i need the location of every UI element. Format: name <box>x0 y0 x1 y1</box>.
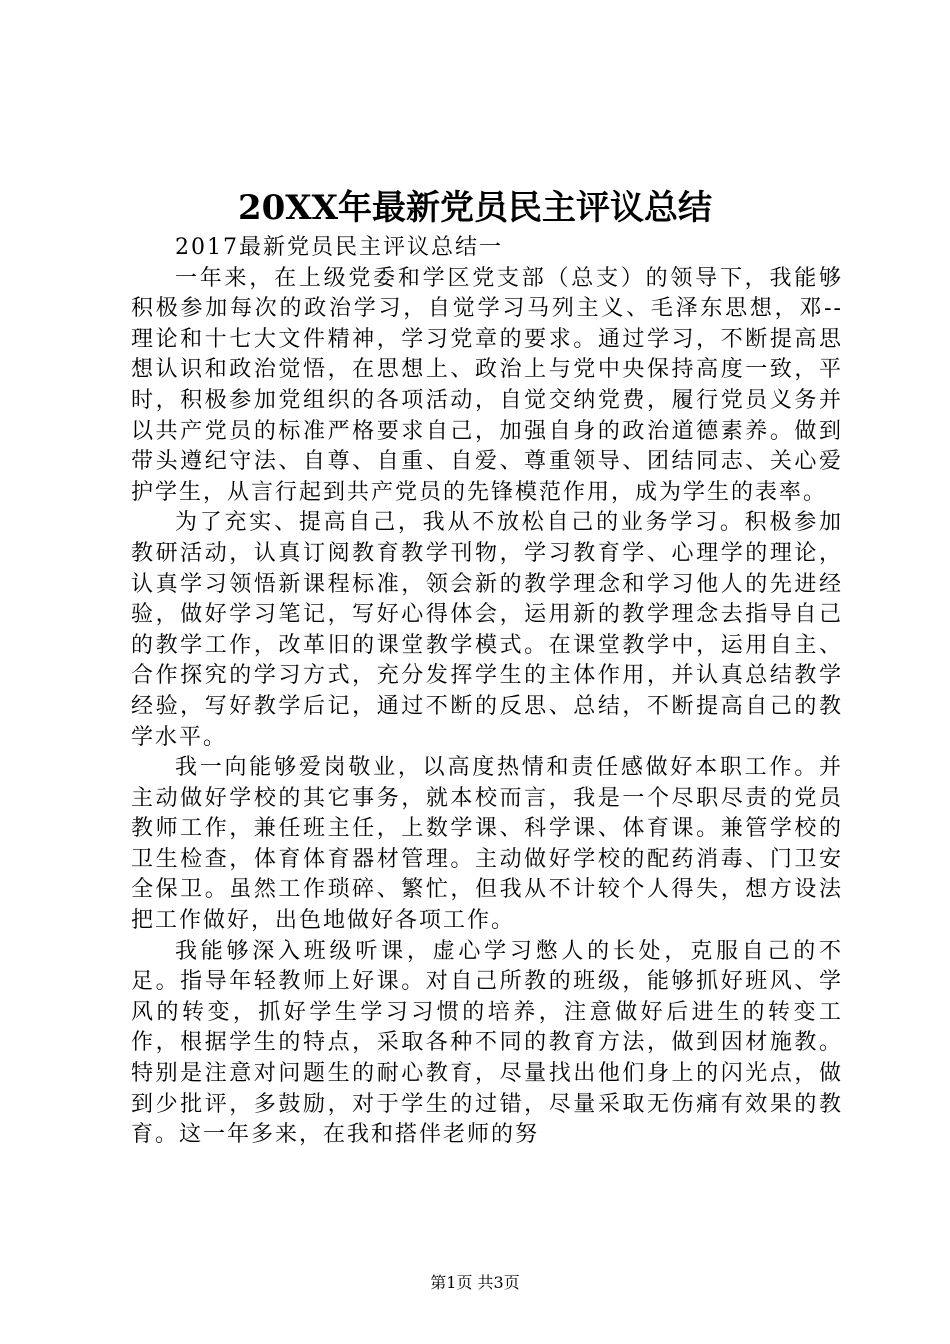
page-footer: 第1页 共3页 <box>430 1273 520 1292</box>
paragraph-1: 一年来，在上级党委和学区党支部（总支）的领导下，我能够积极参加每次的政治学习，自觉学习马列主义、毛泽东思想，邓--理论和十七大文件精神，学习党章的要求。通过学习，不断提高思想认识和政治觉悟，在思想上、政治上与党中央保持高度一致，平时，积极参加党组织的各项活动，自觉交纳党费，履行党员义务并以共产党员的标准严格要求自己，加强自身的政治道德素养。做到带头遵纪守法、自尊、自重、自爱、尊重领导、团结同志、关心爱护学生，从言行起到共产党员的先锋模范作用，成为学生的表率。 <box>131 265 843 505</box>
paragraph-3: 我一向能够爱岗敬业，以高度热情和责任感做好本职工作。并主动做好学校的其它事务，就本校而言，我是一个尽职尽责的党员教师工作，兼任班主任，上数学课、科学课、体育课。兼管学校的卫生检查，体育体育器材管理。主动做好学校的配药消毒、门卫安全保卫。虽然工作琐碎、繁忙，但我从不计较个人得失，想方设法把工作做好，出色地做好各项工作。 <box>131 755 843 934</box>
document-subtitle: 2017最新党员民主评议总结一 <box>175 235 503 260</box>
paragraph-4: 我能够深入班级听课，虚心学习憋人的长处，克服自己的不足。指导年轻教师上好课。对自己所教的班级，能够抓好班风、学风的转变，抓好学生学习习惯的培养，注意做好后进生的转变工作，根据学生的特点，采取各种不同的教育方法，做到因材施教。特别是注意对问题生的耐心教育，尽量找出他们身上的闪光点，做到少批评，多鼓励，对于学生的过错，尽量采取无伤痛有效果的教育。这一年多来，在我和搭伴老师的努 <box>131 938 843 1148</box>
document-title: 20XX年最新党员民主评议总结 <box>237 188 713 228</box>
paragraph-2: 为了充实、提高自己，我从不放松自己的业务学习。积极参加教研活动，认真订阅教育教学刊物，学习教育学、心理学的理论，认真学习领悟新课程标准，领会新的教学理念和学习他人的先进经验，做好学习笔记，写好心得体会，运用新的教学理念去指导自己的教学工作，改革旧的课堂教学模式。在课堂教学中，运用自主、合作探究的学习方式，充分发挥学生的主体作用，并认真总结教学经验，写好教学后记，通过不断的反思、总结，不断提高自己的教学水平。 <box>131 510 843 750</box>
document-body <box>131 233 843 1151</box>
